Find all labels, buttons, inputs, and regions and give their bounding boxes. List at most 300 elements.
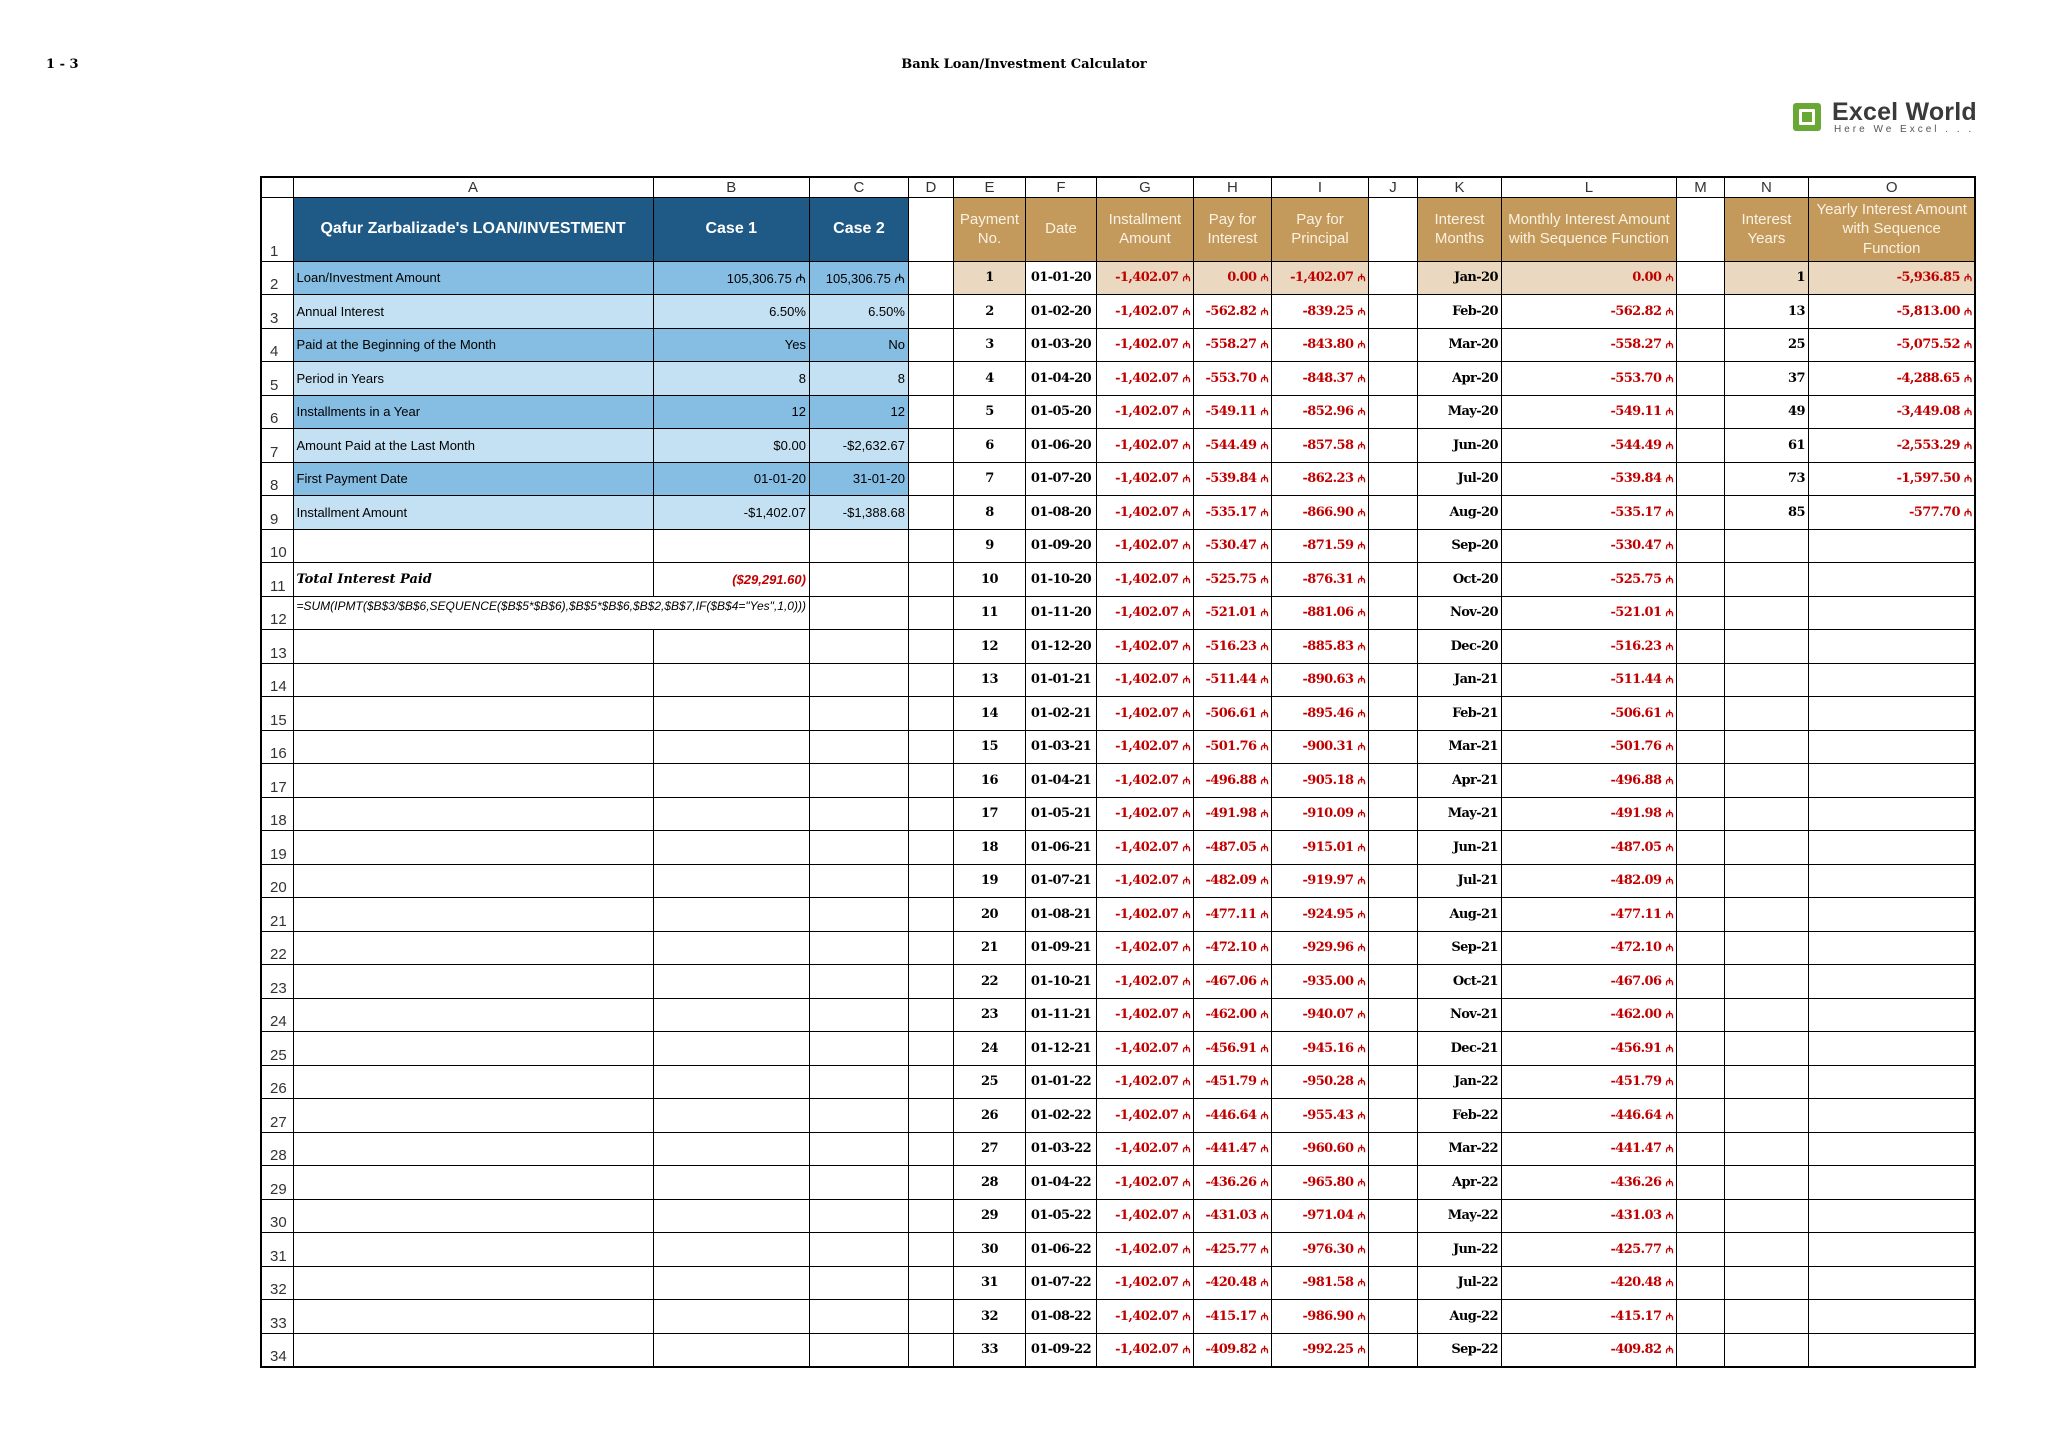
empty-cell[interactable] (293, 898, 653, 932)
empty-cell[interactable] (908, 362, 953, 396)
empty-cell[interactable] (1676, 630, 1724, 664)
empty-cell[interactable] (1368, 630, 1417, 664)
principal-payment[interactable] (1271, 831, 1368, 865)
empty-cell[interactable] (809, 630, 908, 664)
row-number[interactable]: 9 (261, 496, 293, 530)
row-number[interactable]: 5 (261, 362, 293, 396)
empty-cell[interactable] (653, 998, 809, 1032)
installment-amount[interactable] (1096, 1166, 1193, 1200)
column-header-N[interactable]: N (1724, 177, 1808, 197)
empty-cell[interactable] (293, 1300, 653, 1334)
payment-number[interactable]: 32 (953, 1300, 1025, 1334)
interest-month[interactable]: Jan-21 (1417, 663, 1501, 697)
principal-payment[interactable] (1271, 328, 1368, 362)
payment-date[interactable]: 01-10-20 (1025, 563, 1096, 597)
row-number[interactable]: 32 (261, 1266, 293, 1300)
interest-month[interactable]: Nov-20 (1417, 596, 1501, 630)
interest-payment[interactable] (1193, 663, 1271, 697)
empty-cell[interactable] (1724, 1266, 1808, 1300)
empty-cell[interactable] (1368, 462, 1417, 496)
empty-cell[interactable] (653, 1300, 809, 1334)
interest-payment[interactable] (1193, 1333, 1271, 1367)
empty-cell[interactable] (1368, 697, 1417, 731)
empty-cell[interactable] (1368, 1166, 1417, 1200)
installment-amount[interactable] (1096, 630, 1193, 664)
monthly-interest[interactable] (1501, 429, 1676, 463)
row-number[interactable]: 26 (261, 1065, 293, 1099)
total-interest-value[interactable]: ($29,291.60) (653, 563, 809, 597)
empty-cell[interactable] (1368, 931, 1417, 965)
payment-date[interactable]: 01-04-20 (1025, 362, 1096, 396)
empty-cell[interactable] (809, 797, 908, 831)
installment-amount[interactable] (1096, 663, 1193, 697)
empty-cell[interactable] (1808, 1333, 1975, 1367)
select-all-corner[interactable] (261, 177, 293, 197)
interest-month[interactable]: Dec-21 (1417, 1032, 1501, 1066)
payment-date[interactable]: 01-02-22 (1025, 1099, 1096, 1133)
principal-payment[interactable] (1271, 697, 1368, 731)
installment-amount[interactable] (1096, 1300, 1193, 1334)
interest-payment[interactable] (1193, 295, 1271, 329)
installment-amount[interactable] (1096, 998, 1193, 1032)
row-number[interactable]: 33 (261, 1300, 293, 1334)
empty-cell[interactable] (1808, 730, 1975, 764)
interest-payment[interactable] (1193, 462, 1271, 496)
payment-number[interactable]: 9 (953, 529, 1025, 563)
row-number[interactable]: 25 (261, 1032, 293, 1066)
payment-date[interactable]: 01-07-22 (1025, 1266, 1096, 1300)
monthly-interest[interactable] (1501, 1032, 1676, 1066)
payment-date[interactable]: 01-10-21 (1025, 965, 1096, 999)
interest-payment[interactable] (1193, 1166, 1271, 1200)
principal-payment[interactable] (1271, 1199, 1368, 1233)
interest-payment[interactable] (1193, 596, 1271, 630)
monthly-interest[interactable] (1501, 630, 1676, 664)
empty-cell[interactable] (1368, 1032, 1417, 1066)
header-cell-I[interactable]: Pay for Principal (1271, 197, 1368, 261)
case2-value[interactable]: -$2,632.67 (809, 429, 908, 463)
empty-cell[interactable] (1676, 831, 1724, 865)
row-number[interactable]: 12 (261, 596, 293, 630)
input-label[interactable]: Paid at the Beginning of the Month (293, 328, 653, 362)
interest-month[interactable]: May-20 (1417, 395, 1501, 429)
empty-cell[interactable] (653, 898, 809, 932)
interest-payment[interactable] (1193, 764, 1271, 798)
yearly-interest[interactable] (1808, 429, 1975, 463)
formula-text[interactable]: =SUM(IPMT($B$3/$B$6,SEQUENCE($B$5*$B$6),$B$5*$B$6,$B$2,$B$7,IF($B$4="Yes",1,0))) (293, 596, 809, 630)
case2-value[interactable]: 6.50% (809, 295, 908, 329)
empty-cell[interactable] (809, 1199, 908, 1233)
monthly-interest[interactable] (1501, 529, 1676, 563)
empty-cell[interactable] (1368, 261, 1417, 295)
empty-cell[interactable] (908, 563, 953, 597)
installment-amount[interactable] (1096, 730, 1193, 764)
empty-cell[interactable] (1368, 797, 1417, 831)
payment-date[interactable]: 01-02-20 (1025, 295, 1096, 329)
empty-cell[interactable] (1368, 1333, 1417, 1367)
column-header-K[interactable]: K (1417, 177, 1501, 197)
payment-number[interactable]: 18 (953, 831, 1025, 865)
total-interest-label[interactable]: Total Interest Paid (293, 563, 653, 597)
empty-cell[interactable] (653, 1233, 809, 1267)
empty-cell[interactable] (293, 931, 653, 965)
payment-number[interactable]: 30 (953, 1233, 1025, 1267)
empty-cell[interactable] (1676, 596, 1724, 630)
header-cell-O[interactable]: Yearly Interest Amount with Sequence Function (1808, 197, 1975, 261)
empty-cell[interactable] (809, 1099, 908, 1133)
payment-number[interactable]: 6 (953, 429, 1025, 463)
payment-number[interactable]: 13 (953, 663, 1025, 697)
principal-payment[interactable] (1271, 663, 1368, 697)
interest-year[interactable]: 85 (1724, 496, 1808, 530)
interest-month[interactable]: Apr-20 (1417, 362, 1501, 396)
empty-cell[interactable] (1808, 1099, 1975, 1133)
interest-payment[interactable] (1193, 898, 1271, 932)
payment-date[interactable]: 01-01-21 (1025, 663, 1096, 697)
empty-cell[interactable] (809, 697, 908, 731)
empty-cell[interactable] (908, 1233, 953, 1267)
case2-value[interactable]: -$1,388.68 (809, 496, 908, 530)
row-number[interactable]: 14 (261, 663, 293, 697)
empty-cell[interactable] (293, 1065, 653, 1099)
principal-payment[interactable] (1271, 295, 1368, 329)
payment-number[interactable]: 26 (953, 1099, 1025, 1133)
installment-amount[interactable] (1096, 831, 1193, 865)
empty-cell[interactable] (809, 730, 908, 764)
column-header-C[interactable]: C (809, 177, 908, 197)
principal-payment[interactable] (1271, 965, 1368, 999)
empty-cell[interactable] (908, 931, 953, 965)
header-cell-H[interactable]: Pay for Interest (1193, 197, 1271, 261)
empty-cell[interactable] (1808, 1300, 1975, 1334)
empty-cell[interactable] (1724, 697, 1808, 731)
yearly-interest[interactable] (1808, 362, 1975, 396)
empty-cell[interactable] (1808, 1266, 1975, 1300)
empty-cell[interactable] (1808, 596, 1975, 630)
empty-cell[interactable] (293, 630, 653, 664)
empty-cell[interactable] (653, 764, 809, 798)
interest-month[interactable]: Jan-22 (1417, 1065, 1501, 1099)
principal-payment[interactable] (1271, 596, 1368, 630)
monthly-interest[interactable] (1501, 864, 1676, 898)
yearly-interest[interactable] (1808, 462, 1975, 496)
empty-cell[interactable] (653, 697, 809, 731)
principal-payment[interactable] (1271, 1333, 1368, 1367)
empty-cell[interactable] (1676, 496, 1724, 530)
interest-payment[interactable] (1193, 496, 1271, 530)
empty-cell[interactable] (908, 197, 953, 261)
empty-cell[interactable] (908, 764, 953, 798)
empty-cell[interactable] (1808, 630, 1975, 664)
header-cell-L[interactable]: Monthly Interest Amount with Sequence Function (1501, 197, 1676, 261)
payment-date[interactable]: 01-09-21 (1025, 931, 1096, 965)
case1-value[interactable]: 8 (653, 362, 809, 396)
interest-month[interactable]: Mar-20 (1417, 328, 1501, 362)
principal-payment[interactable] (1271, 362, 1368, 396)
empty-cell[interactable] (908, 328, 953, 362)
installment-amount[interactable] (1096, 864, 1193, 898)
empty-cell[interactable] (1676, 864, 1724, 898)
empty-cell[interactable] (908, 1065, 953, 1099)
empty-cell[interactable] (908, 529, 953, 563)
empty-cell[interactable] (653, 931, 809, 965)
empty-cell[interactable] (809, 965, 908, 999)
empty-cell[interactable] (1368, 998, 1417, 1032)
interest-payment[interactable] (1193, 1233, 1271, 1267)
payment-date[interactable]: 01-07-21 (1025, 864, 1096, 898)
empty-cell[interactable] (1368, 864, 1417, 898)
empty-cell[interactable] (653, 831, 809, 865)
interest-year[interactable]: 25 (1724, 328, 1808, 362)
principal-payment[interactable] (1271, 998, 1368, 1032)
empty-cell[interactable] (653, 529, 809, 563)
empty-cell[interactable] (908, 462, 953, 496)
empty-cell[interactable] (653, 663, 809, 697)
payment-number[interactable]: 29 (953, 1199, 1025, 1233)
empty-cell[interactable] (809, 596, 908, 630)
empty-cell[interactable] (1368, 1300, 1417, 1334)
monthly-interest[interactable] (1501, 295, 1676, 329)
principal-payment[interactable] (1271, 1266, 1368, 1300)
interest-payment[interactable] (1193, 563, 1271, 597)
header-cell-B[interactable]: Case 1 (653, 197, 809, 261)
monthly-interest[interactable] (1501, 697, 1676, 731)
empty-cell[interactable] (1808, 1199, 1975, 1233)
installment-amount[interactable] (1096, 1132, 1193, 1166)
interest-year[interactable]: 1 (1724, 261, 1808, 295)
column-header-F[interactable]: F (1025, 177, 1096, 197)
empty-cell[interactable] (809, 1065, 908, 1099)
installment-amount[interactable] (1096, 395, 1193, 429)
empty-cell[interactable] (908, 596, 953, 630)
empty-cell[interactable] (809, 1166, 908, 1200)
monthly-interest[interactable] (1501, 831, 1676, 865)
installment-amount[interactable] (1096, 1099, 1193, 1133)
empty-cell[interactable] (1724, 563, 1808, 597)
monthly-interest[interactable] (1501, 462, 1676, 496)
empty-cell[interactable] (1368, 395, 1417, 429)
empty-cell[interactable] (1676, 797, 1724, 831)
payment-date[interactable]: 01-01-22 (1025, 1065, 1096, 1099)
monthly-interest[interactable] (1501, 764, 1676, 798)
interest-payment[interactable] (1193, 429, 1271, 463)
empty-cell[interactable] (1724, 1233, 1808, 1267)
interest-payment[interactable] (1193, 395, 1271, 429)
empty-cell[interactable] (293, 764, 653, 798)
payment-date[interactable]: 01-02-21 (1025, 697, 1096, 731)
empty-cell[interactable] (908, 1266, 953, 1300)
payment-number[interactable]: 31 (953, 1266, 1025, 1300)
empty-cell[interactable] (1808, 898, 1975, 932)
header-cell-K[interactable]: Interest Months (1417, 197, 1501, 261)
empty-cell[interactable] (809, 1132, 908, 1166)
empty-cell[interactable] (1368, 429, 1417, 463)
empty-cell[interactable] (1368, 898, 1417, 932)
row-number[interactable]: 10 (261, 529, 293, 563)
payment-date[interactable]: 01-11-20 (1025, 596, 1096, 630)
header-cell-C[interactable]: Case 2 (809, 197, 908, 261)
interest-payment[interactable] (1193, 1099, 1271, 1133)
payment-number[interactable]: 12 (953, 630, 1025, 664)
principal-payment[interactable] (1271, 1065, 1368, 1099)
interest-year[interactable]: 73 (1724, 462, 1808, 496)
input-label[interactable]: Loan/Investment Amount (293, 261, 653, 295)
case2-value[interactable]: 105,306.75 ₼ (809, 261, 908, 295)
payment-date[interactable]: 01-12-20 (1025, 630, 1096, 664)
empty-cell[interactable] (809, 764, 908, 798)
monthly-interest[interactable] (1501, 1065, 1676, 1099)
installment-amount[interactable] (1096, 1199, 1193, 1233)
payment-date[interactable]: 01-12-21 (1025, 1032, 1096, 1066)
column-header-A[interactable]: A (293, 177, 653, 197)
empty-cell[interactable] (293, 1333, 653, 1367)
empty-cell[interactable] (1724, 931, 1808, 965)
empty-cell[interactable] (1724, 797, 1808, 831)
empty-cell[interactable] (809, 1333, 908, 1367)
input-label[interactable]: Amount Paid at the Last Month (293, 429, 653, 463)
column-header-I[interactable]: I (1271, 177, 1368, 197)
principal-payment[interactable] (1271, 496, 1368, 530)
empty-cell[interactable] (1724, 764, 1808, 798)
empty-cell[interactable] (293, 529, 653, 563)
case2-value[interactable]: 31-01-20 (809, 462, 908, 496)
empty-cell[interactable] (1808, 697, 1975, 731)
principal-payment[interactable] (1271, 797, 1368, 831)
row-number[interactable]: 31 (261, 1233, 293, 1267)
empty-cell[interactable] (653, 730, 809, 764)
monthly-interest[interactable] (1501, 1199, 1676, 1233)
interest-payment[interactable] (1193, 998, 1271, 1032)
interest-month[interactable]: Feb-22 (1417, 1099, 1501, 1133)
empty-cell[interactable] (1808, 998, 1975, 1032)
empty-cell[interactable] (908, 1166, 953, 1200)
interest-payment[interactable] (1193, 261, 1271, 295)
installment-amount[interactable] (1096, 529, 1193, 563)
payment-number[interactable]: 23 (953, 998, 1025, 1032)
empty-cell[interactable] (293, 730, 653, 764)
interest-payment[interactable] (1193, 931, 1271, 965)
payment-date[interactable]: 01-11-21 (1025, 998, 1096, 1032)
monthly-interest[interactable] (1501, 965, 1676, 999)
payment-number[interactable]: 15 (953, 730, 1025, 764)
empty-cell[interactable] (1368, 730, 1417, 764)
column-header-E[interactable]: E (953, 177, 1025, 197)
interest-month[interactable]: Sep-21 (1417, 931, 1501, 965)
installment-amount[interactable] (1096, 295, 1193, 329)
payment-number[interactable]: 33 (953, 1333, 1025, 1367)
empty-cell[interactable] (908, 831, 953, 865)
interest-year[interactable]: 13 (1724, 295, 1808, 329)
installment-amount[interactable] (1096, 1233, 1193, 1267)
empty-cell[interactable] (908, 395, 953, 429)
interest-month[interactable]: Nov-21 (1417, 998, 1501, 1032)
principal-payment[interactable] (1271, 563, 1368, 597)
row-number[interactable]: 13 (261, 630, 293, 664)
monthly-interest[interactable] (1501, 663, 1676, 697)
empty-cell[interactable] (1808, 864, 1975, 898)
empty-cell[interactable] (1676, 328, 1724, 362)
empty-cell[interactable] (653, 1065, 809, 1099)
payment-number[interactable]: 19 (953, 864, 1025, 898)
payment-date[interactable]: 01-03-21 (1025, 730, 1096, 764)
interest-month[interactable]: Mar-21 (1417, 730, 1501, 764)
interest-month[interactable]: Feb-21 (1417, 697, 1501, 731)
payment-date[interactable]: 01-06-21 (1025, 831, 1096, 865)
interest-month[interactable]: Feb-20 (1417, 295, 1501, 329)
empty-cell[interactable] (809, 931, 908, 965)
empty-cell[interactable] (1368, 328, 1417, 362)
interest-year[interactable]: 37 (1724, 362, 1808, 396)
payment-number[interactable]: 20 (953, 898, 1025, 932)
empty-cell[interactable] (1676, 697, 1724, 731)
empty-cell[interactable] (908, 1199, 953, 1233)
case1-value[interactable]: $0.00 (653, 429, 809, 463)
empty-cell[interactable] (908, 496, 953, 530)
monthly-interest[interactable] (1501, 1099, 1676, 1133)
empty-cell[interactable] (1808, 797, 1975, 831)
installment-amount[interactable] (1096, 764, 1193, 798)
empty-cell[interactable] (1676, 1266, 1724, 1300)
input-label[interactable]: Installment Amount (293, 496, 653, 530)
installment-amount[interactable] (1096, 496, 1193, 530)
row-number[interactable]: 6 (261, 395, 293, 429)
interest-payment[interactable] (1193, 1300, 1271, 1334)
monthly-interest[interactable] (1501, 931, 1676, 965)
interest-month[interactable]: Sep-22 (1417, 1333, 1501, 1367)
empty-cell[interactable] (908, 1099, 953, 1133)
payment-date[interactable]: 01-01-20 (1025, 261, 1096, 295)
monthly-interest[interactable] (1501, 362, 1676, 396)
empty-cell[interactable] (908, 663, 953, 697)
empty-cell[interactable] (1676, 931, 1724, 965)
empty-cell[interactable] (1724, 898, 1808, 932)
empty-cell[interactable] (1808, 931, 1975, 965)
interest-year[interactable]: 49 (1724, 395, 1808, 429)
empty-cell[interactable] (1676, 1166, 1724, 1200)
empty-cell[interactable] (1676, 395, 1724, 429)
input-label[interactable]: Installments in a Year (293, 395, 653, 429)
empty-cell[interactable] (908, 261, 953, 295)
empty-cell[interactable] (1676, 663, 1724, 697)
interest-month[interactable]: Jun-22 (1417, 1233, 1501, 1267)
empty-cell[interactable] (1676, 295, 1724, 329)
interest-payment[interactable] (1193, 864, 1271, 898)
empty-cell[interactable] (1368, 965, 1417, 999)
empty-cell[interactable] (653, 965, 809, 999)
empty-cell[interactable] (653, 1266, 809, 1300)
interest-month[interactable]: Oct-21 (1417, 965, 1501, 999)
yearly-interest[interactable] (1808, 395, 1975, 429)
empty-cell[interactable] (809, 1266, 908, 1300)
payment-number[interactable]: 17 (953, 797, 1025, 831)
monthly-interest[interactable] (1501, 596, 1676, 630)
payment-number[interactable]: 14 (953, 697, 1025, 731)
payment-number[interactable]: 27 (953, 1132, 1025, 1166)
column-header-D[interactable]: D (908, 177, 953, 197)
empty-cell[interactable] (653, 1032, 809, 1066)
case2-value[interactable]: 12 (809, 395, 908, 429)
row-number[interactable]: 24 (261, 998, 293, 1032)
payment-number[interactable]: 10 (953, 563, 1025, 597)
payment-date[interactable]: 01-06-22 (1025, 1233, 1096, 1267)
empty-cell[interactable] (908, 1300, 953, 1334)
empty-cell[interactable] (1676, 563, 1724, 597)
payment-date[interactable]: 01-08-21 (1025, 898, 1096, 932)
empty-cell[interactable] (1676, 1333, 1724, 1367)
principal-payment[interactable] (1271, 630, 1368, 664)
empty-cell[interactable] (1808, 764, 1975, 798)
empty-cell[interactable] (1676, 965, 1724, 999)
